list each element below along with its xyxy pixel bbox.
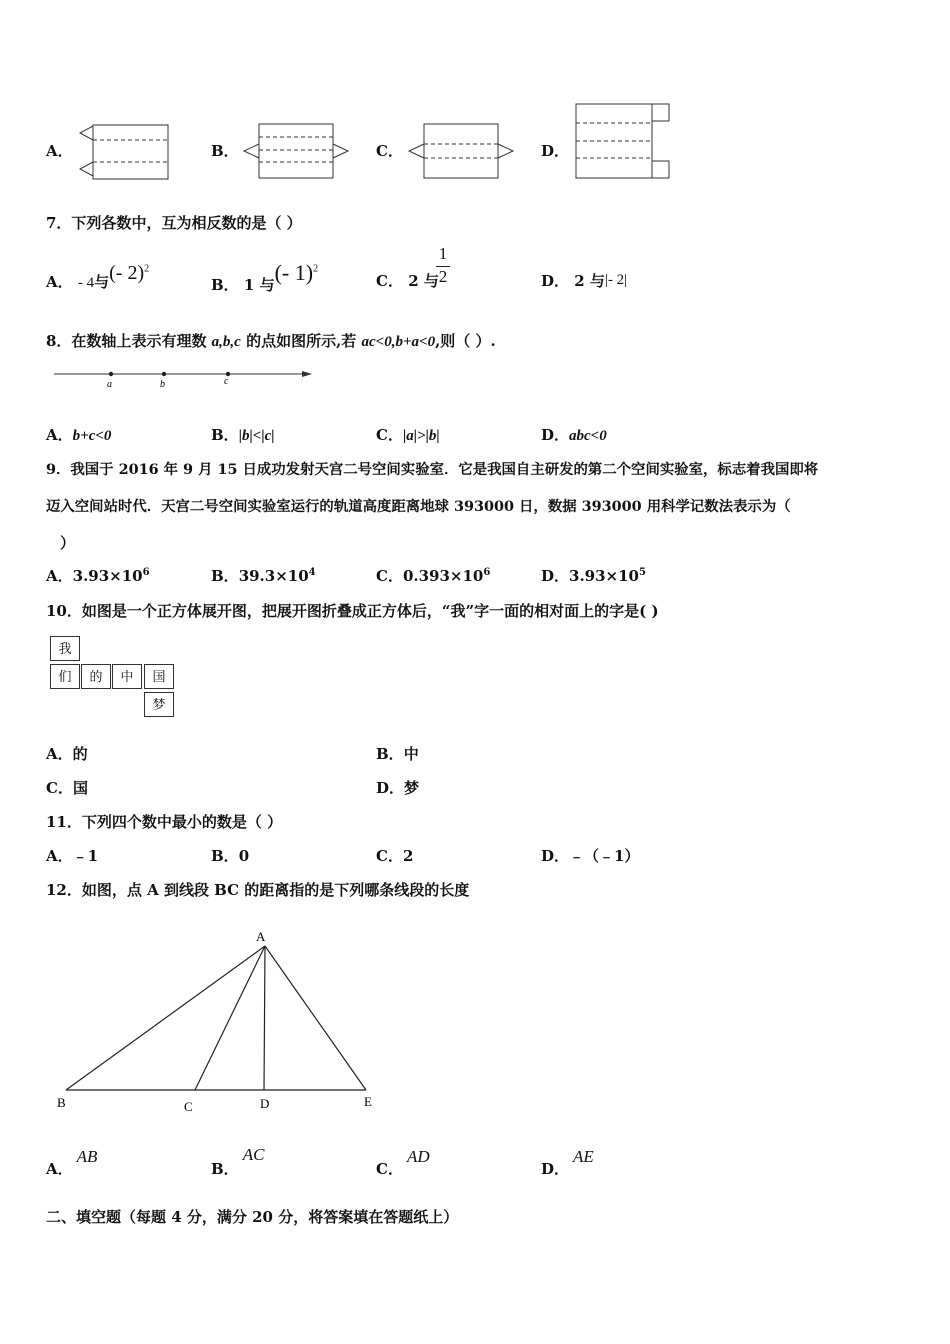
q9-option-d-exponent: 5 [639,567,646,578]
q8-option-c-text: |a|>|b| [402,428,440,444]
point-b-label: b [160,379,165,390]
q8-number-line [50,362,320,394]
label-a: A [256,929,266,944]
q10-option-c [46,777,88,798]
q11-option-c [376,845,413,866]
q7-option-c-denominator: 2 [436,266,450,286]
q10-option-a-label: A． [46,745,73,763]
q9-option-a-base: 3.93×10 [72,567,143,585]
point-a-dot [109,372,113,376]
q7-option-b [211,260,319,294]
segment-ac [195,946,265,1090]
q9-option-c-exponent: 6 [483,567,491,578]
q7-option-a-exponent: 2 [144,263,150,275]
q8-option-b [211,424,275,445]
q9-stem-line1: 9．我国于 2016 年 9 月 15 日成功发射天宫二号空间实验室．它是我国自主研发的第二个空间实验室，标志着我国即将 [46,461,819,478]
cube-face-zhong: 中 [112,664,142,689]
q7-option-a-connector: 与 [94,273,110,291]
q6-option-c-label: C． [376,142,403,160]
q11-option-b-label: B． [211,847,239,865]
q12-triangle-figure [50,925,390,1120]
q12-option-b [211,1145,265,1179]
q10-option-c-label: C． [46,779,73,797]
q11-option-b-text: 0 [238,847,250,865]
q12-option-a [46,1147,98,1179]
q12-option-c-text: AD [406,1147,430,1166]
q7-option-b-base: (- 1) [274,260,314,285]
q9-option-a [46,565,150,586]
q9-option-c-label: C． [376,567,403,585]
q12-option-b-text: AC [242,1145,265,1164]
q11-option-d [541,845,639,866]
q7-option-a [46,262,150,291]
q9-stem-line2: 迈入空间站时代．天宫二号空间实验室运行的轨道高度距离地球 393000 日，数据 393000 用科学记数法表示为（ [46,498,791,515]
q11-option-c-label: C． [376,847,403,865]
q8-option-d-label: D． [541,426,570,444]
q7-option-d-label: D． [541,272,570,290]
q9-option-d-base: 3.93×10 [569,567,639,585]
q7-option-a-base: (- 2) [109,262,145,284]
cube-face-guo: 国 [144,664,174,689]
q12-option-d-label: D． [541,1160,570,1178]
q7-option-b-connector: 与 [259,276,275,294]
q11-option-c-text: 2 [402,847,414,865]
q7-option-c-fraction [436,244,450,286]
q9-option-b-exponent: 4 [308,567,316,578]
q8-stem-suffix: ,则（ ）. [435,332,496,350]
q7-option-d [541,270,627,291]
q10-option-b-text: 中 [403,745,419,763]
q8-option-b-label: B． [211,426,239,444]
q8-option-a-text: b+c<0 [72,428,112,444]
cube-face-de: 的 [81,664,111,689]
q7-option-c-label: C． [376,272,403,290]
q8-option-d [541,424,607,445]
q6-figure-b [240,120,355,182]
q6-figure-c [405,120,520,182]
label-d: D [260,1096,270,1111]
segment-ab [66,946,265,1090]
q9-option-a-exponent: 6 [142,567,150,578]
q11-option-a-text: ﹣1 [72,847,99,865]
q8-stem [46,330,496,351]
q8-stem-condition: ac<0,b+a<0 [361,334,436,350]
q7-option-b-label: B． [211,276,239,294]
q9-option-d [541,565,646,586]
q10-option-b [376,743,419,764]
q11-option-b [211,845,249,866]
q7-option-b-exponent: 2 [313,263,319,275]
q8-option-c-label: C． [376,426,403,444]
q8-option-a [46,424,111,445]
q8-option-b-text: |b|<|c| [238,428,275,444]
q9-stem-line3: ） [60,534,76,552]
q7-option-c-value: 2 [408,272,419,290]
q8-option-a-label: A． [46,426,73,444]
cube-face-meng: 梦 [144,692,174,717]
q8-option-c [376,424,440,445]
q10-option-d-label: D． [376,779,405,797]
q10-cube-net [50,636,180,718]
q10-option-b-label: B． [376,745,404,763]
q12-option-a-text: AB [76,1147,98,1166]
cube-face-wo: 我 [50,636,80,661]
q10-option-d-text: 梦 [404,779,420,797]
q11-stem: 11．下列四个数中最小的数是（ ） [46,813,283,831]
q7-option-d-abs: |- 2| [604,272,628,288]
q7-option-d-connector: 与 [589,272,605,290]
segment-ad [264,946,265,1090]
point-b-dot [162,372,166,376]
q9-option-a-label: A． [46,567,73,585]
q11-option-d-label: D． [541,847,570,865]
q7-option-d-value: 2 [574,272,585,290]
q12-option-d-text: AE [573,1147,594,1166]
q6-figure-a [76,122,172,182]
q9-option-b-base: 39.3×10 [238,567,309,585]
q8-stem-mid: 的点如图所示,若 [240,332,362,350]
q7-option-b-power [275,260,318,285]
q9-option-b [211,565,316,586]
q9-option-c-base: 0.393×10 [402,567,484,585]
q10-option-c-text: 国 [72,779,88,797]
q11-option-a [46,845,98,866]
q10-stem: 10．如图是一个正方体展开图，把展开图折叠成正方体后，“我”字一面的相对面上的字是( ) [46,602,659,620]
q12-option-d [541,1147,594,1179]
label-e: E [364,1094,372,1109]
q12-option-c-label: C． [376,1160,403,1178]
q10-option-a [46,743,88,764]
q10-option-a-text: 的 [72,745,88,763]
q12-option-b-label: B． [211,1160,239,1178]
q11-option-a-label: A． [46,847,73,865]
q6-option-d-label: D． [541,142,570,160]
q11-option-d-text: ﹣（﹣1） [569,847,640,865]
q7-option-a-power [109,262,149,284]
q8-stem-prefix: 8．在数轴上表示有理数 [46,332,212,350]
number-line-arrow-icon [302,371,312,377]
section-2-heading: 二、填空题（每题 4 分，满分 20 分，将答案填在答题纸上） [46,1208,459,1226]
q9-option-d-label: D． [541,567,570,585]
q9-option-c [376,565,490,586]
q12-option-a-label: A． [46,1160,73,1178]
q6-option-a-label: A． [46,142,73,160]
q10-option-d [376,777,419,798]
q7-option-a-value: - 4 [77,275,95,291]
point-c-label: c [224,376,229,387]
q7-option-c-connector: 与 [423,272,439,290]
q12-stem: 12．如图，点 A 到线段 BC 的距离指的是下列哪条线段的长度 [46,881,470,899]
q7-option-c-numerator: 1 [438,244,448,263]
q7-option-c [376,270,439,291]
q6-figure-d [572,100,674,182]
q12-option-c [376,1147,430,1179]
q8-stem-vars: a,b,c [211,334,241,350]
label-b: B [57,1095,66,1110]
q7-option-a-label: A． [46,273,73,291]
q8-option-d-text: abc<0 [569,428,607,444]
q7-stem: 7．下列各数中，互为相反数的是（ ） [46,214,302,232]
cube-face-men: 们 [50,664,80,689]
q9-option-b-label: B． [211,567,239,585]
q7-option-b-value: 1 [243,276,255,294]
point-a-label: a [107,379,112,390]
label-c: C [184,1099,193,1114]
q6-option-b-label: B． [211,142,239,160]
segment-ae [265,946,366,1090]
